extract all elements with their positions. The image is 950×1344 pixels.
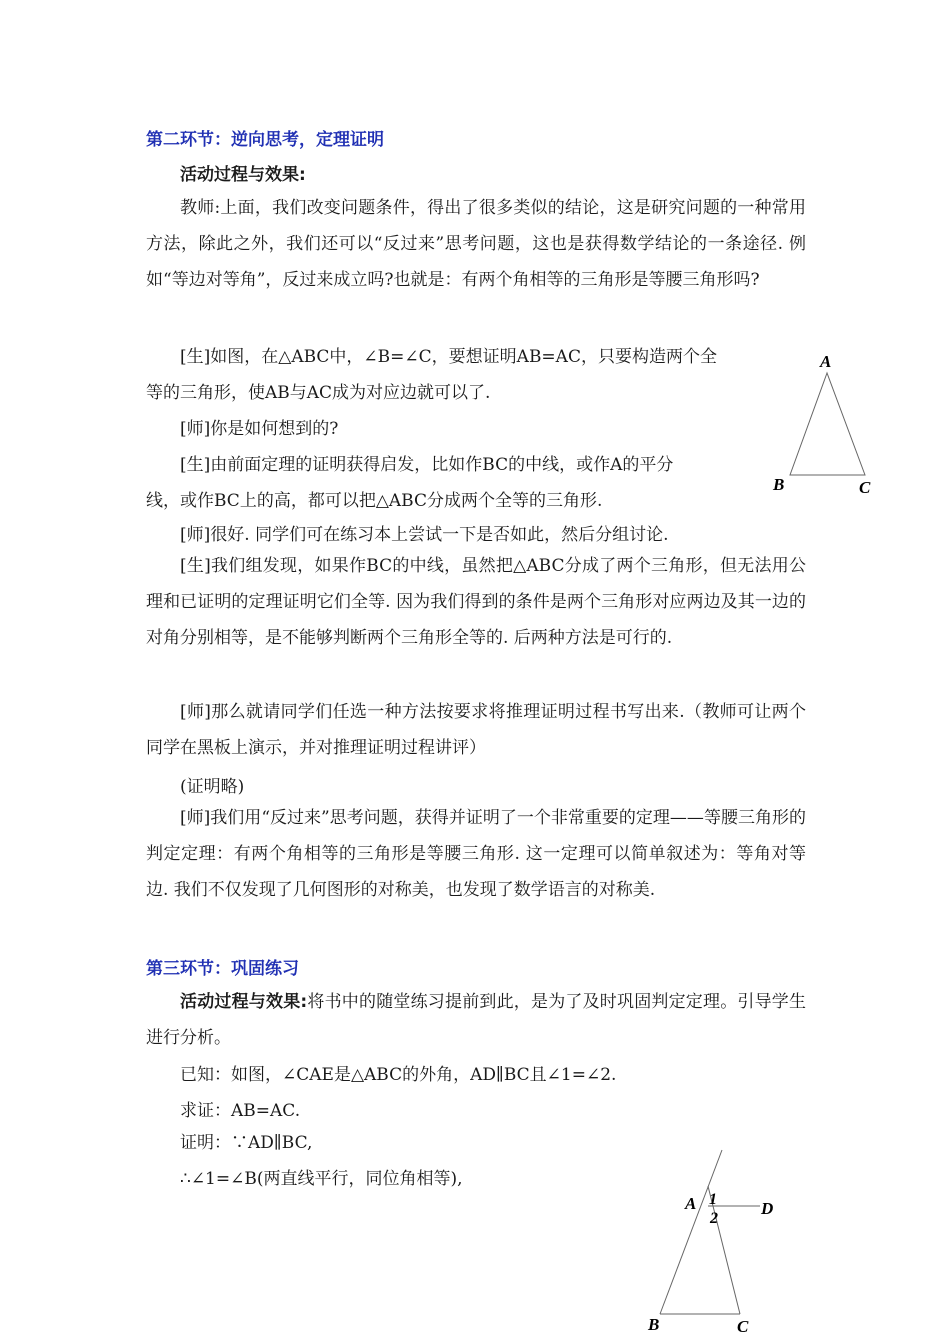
section2-paragraph-4-line-1: [生]由前面定理的证明获得启发，比如作BC的中线，或作A的平分 xyxy=(180,455,674,475)
section2-paragraph-2-line-2: 等的三角形，使AB与AC成为对应边就可以了. xyxy=(146,383,491,403)
line-ab-extended xyxy=(660,1150,722,1314)
section3-prove: 求证：AB=AC. xyxy=(180,1101,301,1121)
figure2-label-a: A xyxy=(685,1194,697,1213)
figure2-label-b: B xyxy=(648,1315,660,1334)
figure2-label-c: C xyxy=(737,1317,749,1336)
section2-paragraph-7: [师]那么就请同学们任选一种方法按要求将推理证明过程书写出来.（教师可让两个同学在黑板上演示，并对推理证明过程讲评） xyxy=(146,702,806,758)
section3-activity xyxy=(146,984,806,1056)
section2-paragraph-3: [师]你是如何想到的? xyxy=(180,419,339,439)
section3-proof-start: 证明：∵AD∥BC, xyxy=(180,1133,313,1153)
figure1-label-c: C xyxy=(859,478,871,497)
section2-paragraph-1: 教师:上面，我们改变问题条件，得出了很多类似的结论，这是研究问题的一种常用方法，除此之外，我们还可以“反过来”思考问题，这也是获得数学结论的一条途径. 例如“等边对等角”，反过来成立吗?也就是：有两个角相等的三角形是等腰三角形吗? xyxy=(146,198,806,290)
section3-activity-label: 活动过程与效果: xyxy=(180,992,308,1012)
figure1-label-a: A xyxy=(820,352,832,371)
triangle-abc-figure xyxy=(765,345,885,500)
figure2-label-2: 2 xyxy=(710,1210,718,1227)
section2-paragraph-2-line-1: [生]如图，在△ABC中，∠B=∠C，要想证明AB=AC，只要构造两个全 xyxy=(180,347,717,367)
section2-paragraph-5: [师]很好. 同学们可在练习本上尝试一下是否如此，然后分组讨论. xyxy=(180,525,669,545)
section2-heading: 第二环节：逆向思考，定理证明 xyxy=(146,130,384,150)
triangle-abc-ad-figure xyxy=(640,1148,800,1344)
section3-activity-text: 将书中的随堂练习提前到此，是为了及时巩固判定定理。引导学生进行分析。 xyxy=(146,992,806,1048)
section2-paragraph-6: [生]我们组发现，如果作BC的中线，虽然把△ABC分成了两个三角形，但无法用公理和已证明的定理证明它们全等. 因为我们得到的条件是两个三角形对应两边及其一边的对角分别相等，是不能够判断两个三角形全等的. 后两种方法是可行的. xyxy=(146,556,806,648)
triangle-abc-outline xyxy=(790,373,865,475)
section2-activity-label: 活动过程与效果: xyxy=(180,165,306,185)
section3-given: 已知：如图，∠CAE是△ABC的外角，AD∥BC且∠1=∠2. xyxy=(180,1065,617,1085)
section3-heading: 第三环节：巩固练习 xyxy=(146,959,299,979)
figure2-label-d: D xyxy=(761,1199,774,1218)
section2-paragraph-8: (证明略) xyxy=(180,777,245,797)
figure1-label-b: B xyxy=(773,475,785,494)
section3-proof-line-2: ∴∠1=∠B(两直线平行，同位角相等), xyxy=(180,1169,463,1189)
figure2-label-1: 1 xyxy=(709,1191,717,1208)
section2-paragraph-4-line-2: 线，或作BC上的高，都可以把△ABC分成两个全等的三角形. xyxy=(146,491,603,511)
section2-paragraph-9: [师]我们用“反过来”思考问题，获得并证明了一个非常重要的定理——等腰三角形的判定定理：有两个角相等的三角形是等腰三角形. 这一定理可以简单叙述为：等角对等边. 我们不仅发现了几何图形的对称美，也发现了数学语言的对称美. xyxy=(146,808,806,900)
